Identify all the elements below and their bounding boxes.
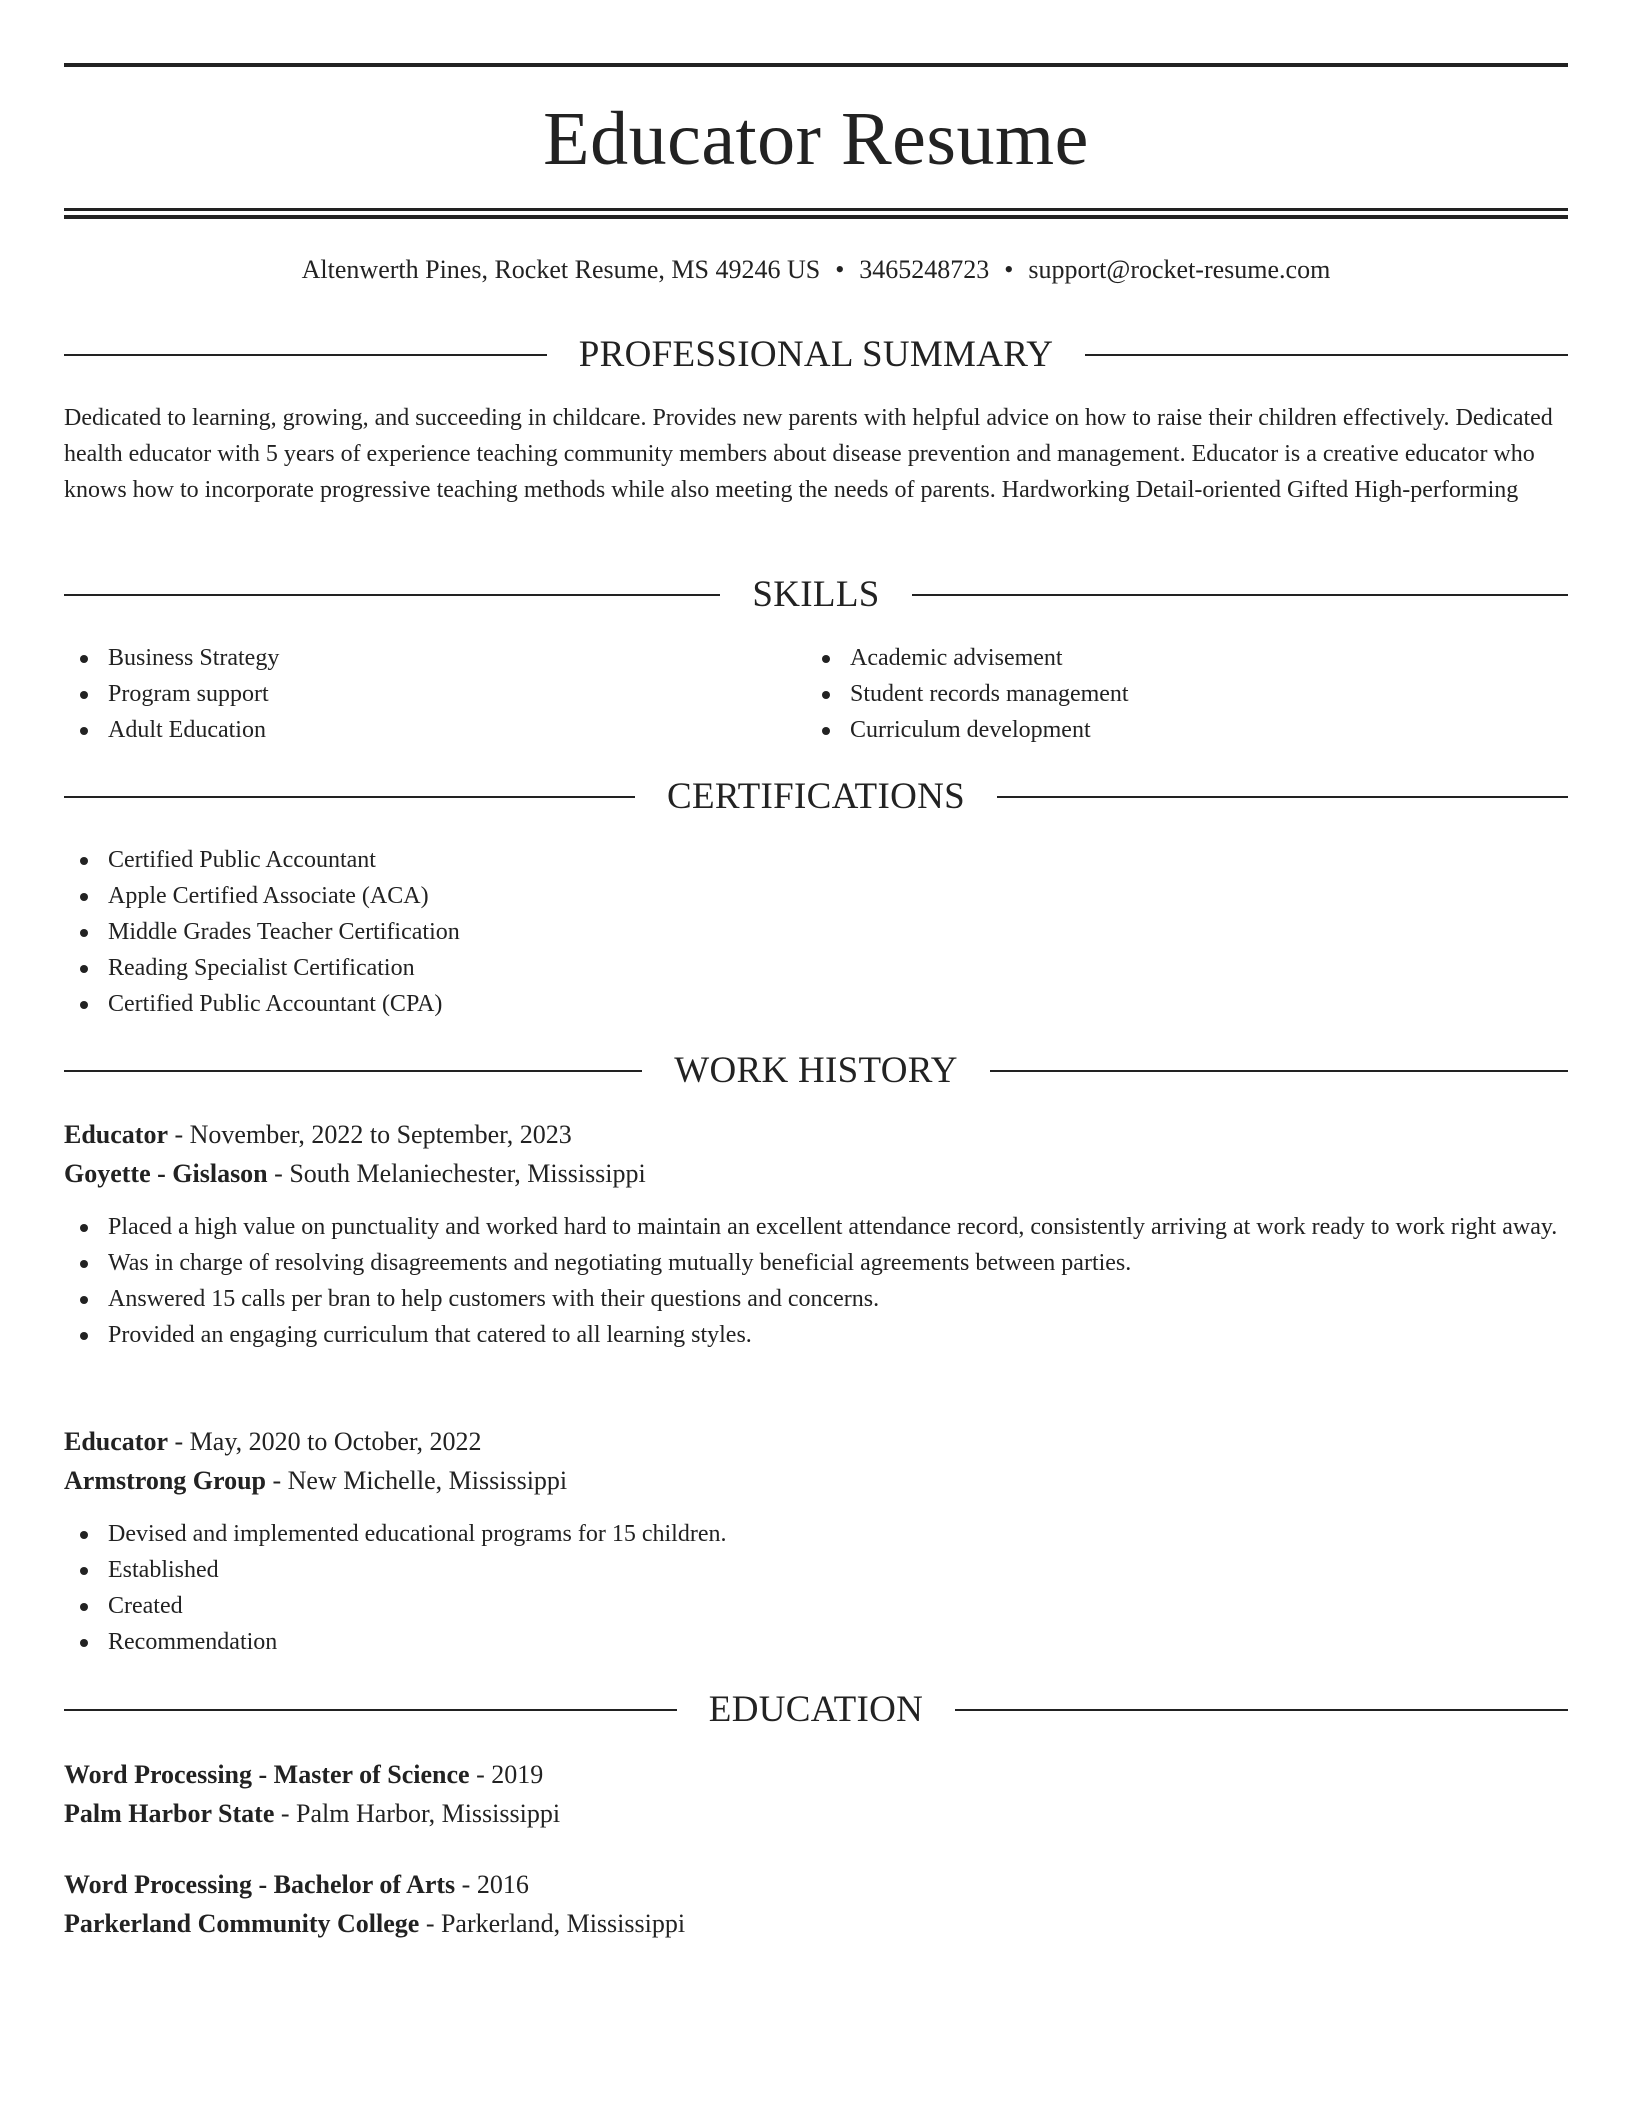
- certification-item: Certified Public Accountant: [64, 842, 1568, 878]
- job-bullet: Answered 15 calls per bran to help customers with their questions and concerns.: [64, 1281, 1568, 1317]
- education-location: - Palm Harbor, Mississippi: [274, 1799, 561, 1828]
- education-heading-label: EDUCATION: [708, 1689, 924, 1730]
- heading-rule: [64, 1709, 677, 1711]
- job-company-line: [64, 1155, 1568, 1193]
- education-degree-line: [64, 1866, 1568, 1904]
- heading-rule: [997, 796, 1568, 798]
- job-company: Goyette - Gislason: [64, 1159, 268, 1188]
- education-school-line: [64, 1905, 1568, 1943]
- job-bullet: Placed a high value on punctuality and worked hard to maintain an excellent attendance record, consistently arriving at work ready to work right away.: [64, 1209, 1568, 1245]
- job-bullet: Established: [64, 1552, 1568, 1588]
- education-degree: Word Processing - Master of Science: [64, 1760, 470, 1789]
- contact-separator: •: [1004, 255, 1014, 284]
- education-heading: [64, 1688, 1568, 1732]
- skill-item: Adult Education: [64, 712, 764, 748]
- summary-heading-label: PROFESSIONAL SUMMARY: [578, 334, 1054, 375]
- education-degree: Word Processing - Bachelor of Arts: [64, 1870, 456, 1899]
- work-heading-label: WORK HISTORY: [674, 1050, 958, 1091]
- job-title: Educator: [64, 1427, 168, 1456]
- contact-line: [64, 252, 1568, 288]
- certification-item: Certified Public Accountant (CPA): [64, 986, 1568, 1022]
- skill-item: Academic advisement: [806, 640, 1506, 676]
- page-title: Educator Resume: [543, 97, 1089, 181]
- certification-item: Apple Certified Associate (ACA): [64, 878, 1568, 914]
- contact-phone: 3465248723: [859, 255, 990, 284]
- heading-rule: [64, 594, 720, 596]
- contact-email: support@rocket-resume.com: [1028, 255, 1331, 284]
- job-title-line: [64, 1423, 1568, 1461]
- title-double-rule: [64, 208, 1568, 219]
- heading-rule: [990, 1070, 1568, 1072]
- skills-list-left: [64, 640, 764, 748]
- education-location: - Parkerland, Mississippi: [419, 1909, 686, 1938]
- summary-heading: [64, 333, 1568, 377]
- top-rule: [64, 63, 1568, 67]
- heading-rule: [64, 1070, 642, 1072]
- job-bullets: [64, 1209, 1568, 1353]
- skill-item: Business Strategy: [64, 640, 764, 676]
- education-school-line: [64, 1795, 1568, 1833]
- education-degree-line: [64, 1756, 1568, 1794]
- job-bullet: Was in charge of resolving disagreements and negotiating mutually beneficial agreements between parties.: [64, 1245, 1568, 1281]
- contact-address: Altenwerth Pines, Rocket Resume, MS 49246 US: [301, 255, 821, 284]
- job-dates: - May, 2020 to October, 2022: [168, 1427, 482, 1456]
- job-bullet: Provided an engaging curriculum that catered to all learning styles.: [64, 1317, 1568, 1353]
- contact-separator: •: [835, 255, 845, 284]
- job-bullet: Devised and implemented educational programs for 15 children.: [64, 1516, 1568, 1552]
- education-year: - 2019: [469, 1760, 544, 1789]
- certification-item: Middle Grades Teacher Certification: [64, 914, 1568, 950]
- skills-heading: [64, 573, 1568, 617]
- skills-heading-label: SKILLS: [752, 574, 880, 615]
- certification-item: Reading Specialist Certification: [64, 950, 1568, 986]
- education-school: Parkerland Community College: [64, 1909, 420, 1938]
- heading-rule: [64, 796, 635, 798]
- heading-rule: [912, 594, 1568, 596]
- job-title-line: [64, 1116, 1568, 1154]
- job-bullet: Recommendation: [64, 1624, 1568, 1660]
- job-dates: - November, 2022 to September, 2023: [168, 1120, 572, 1149]
- certifications-heading-label: CERTIFICATIONS: [667, 776, 965, 817]
- skill-item: Student records management: [806, 676, 1506, 712]
- education-school: Palm Harbor State: [64, 1799, 275, 1828]
- certifications-heading: [64, 775, 1568, 819]
- summary-text: Dedicated to learning, growing, and succeeding in childcare. Provides new parents with helpful advice on how to raise their children effectively. Dedicated health educator with 5 years of experience teaching community members about disease prevention and management. Educator is a creative educator who knows how to incorporate progressive teaching methods while also meeting the needs of parents. Hardworking Detail-oriented Gifted High-performing: [64, 405, 1553, 503]
- heading-rule: [955, 1709, 1568, 1711]
- job-bullets: [64, 1516, 1568, 1660]
- skill-item: Program support: [64, 676, 764, 712]
- skill-item: Curriculum development: [806, 712, 1506, 748]
- job-title: Educator: [64, 1120, 168, 1149]
- work-heading: [64, 1049, 1568, 1093]
- heading-rule: [64, 354, 547, 356]
- education-year: - 2016: [455, 1870, 529, 1899]
- heading-rule: [1085, 354, 1568, 356]
- job-location: - South Melaniechester, Mississippi: [267, 1159, 646, 1188]
- certifications-list: [64, 842, 1568, 1022]
- job-bullet: Created: [64, 1588, 1568, 1624]
- job-location: - New Michelle, Mississippi: [266, 1466, 568, 1495]
- job-company: Armstrong Group: [64, 1466, 266, 1495]
- job-company-line: [64, 1462, 1568, 1500]
- skills-list-right: [806, 640, 1506, 748]
